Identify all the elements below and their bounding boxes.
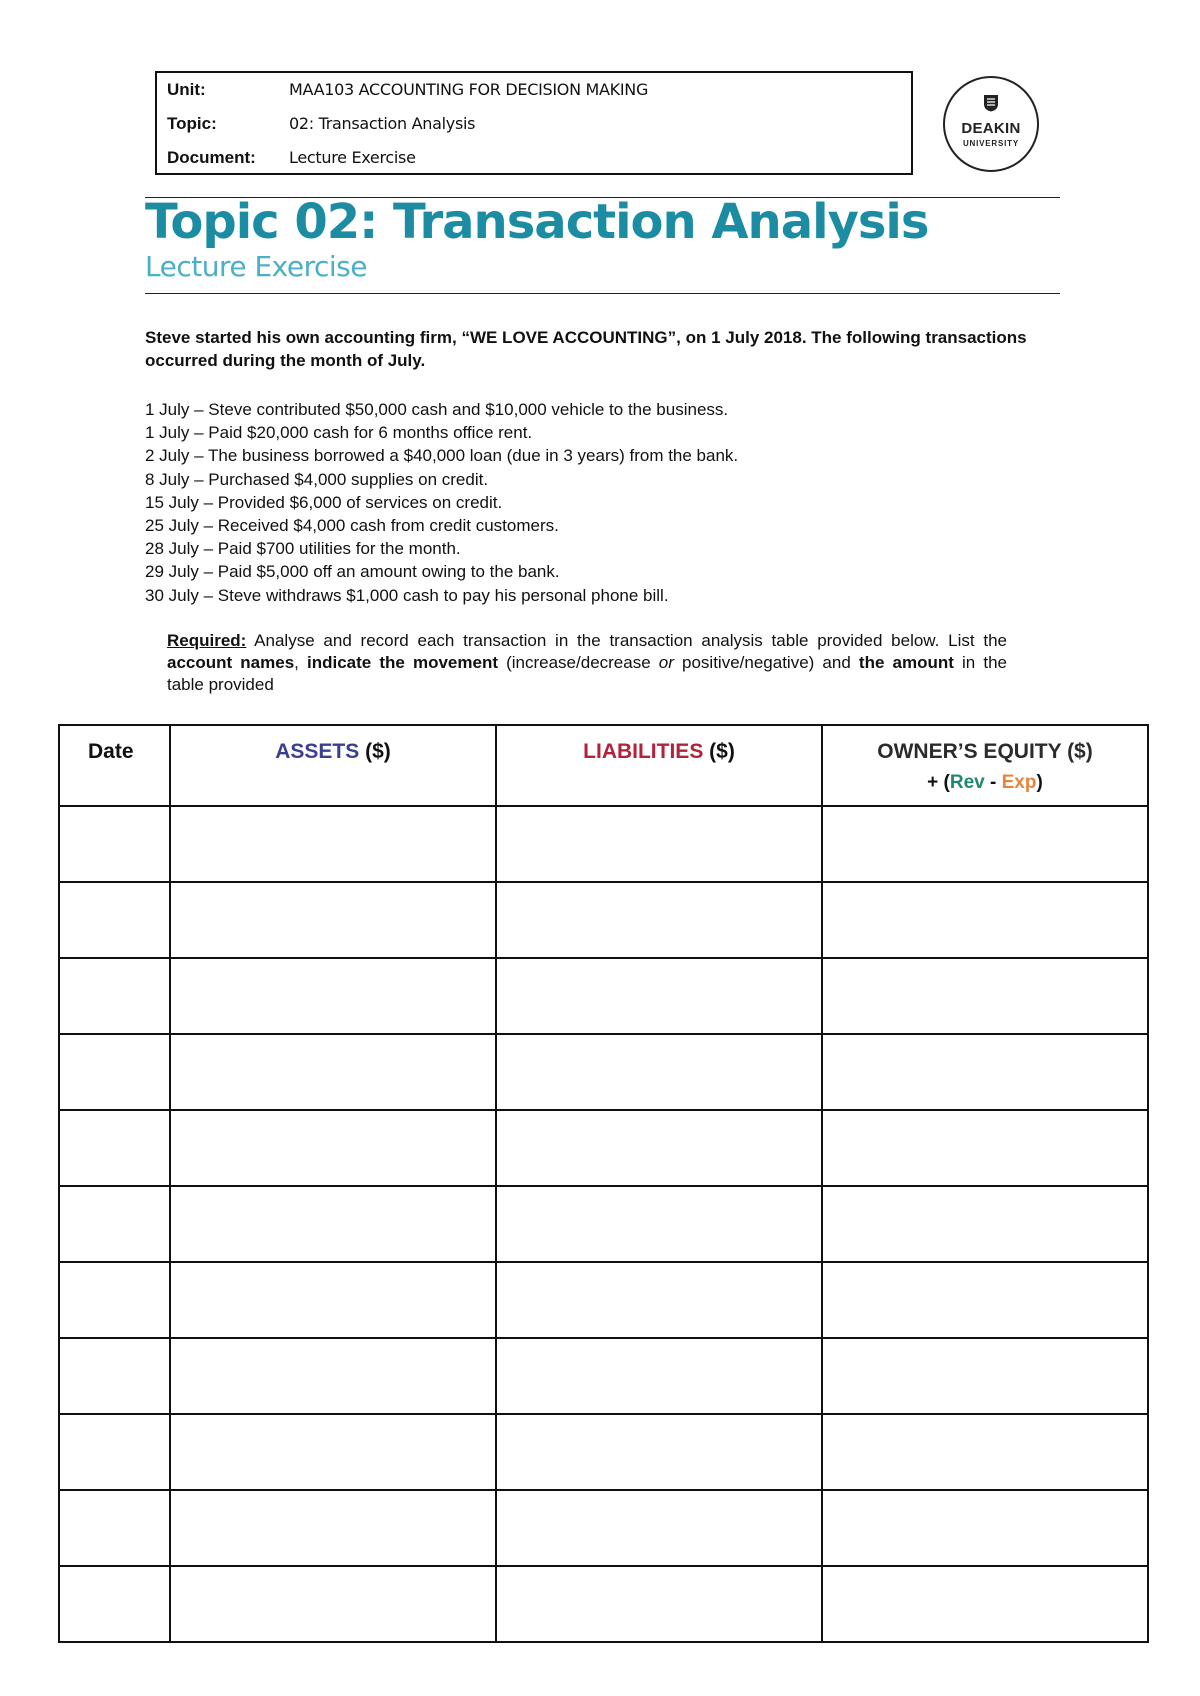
liabilities-cell[interactable] [496, 958, 822, 1034]
equity-header-label: OWNER’S EQUITY ($) [877, 740, 1093, 763]
equity-cell[interactable] [822, 1490, 1148, 1566]
transaction-item: 15 July – Provided $6,000 of services on credit. [145, 492, 503, 512]
assets-header-unit: ($) [359, 740, 391, 763]
equity-cell[interactable] [822, 958, 1148, 1034]
topic-label: Topic: [167, 114, 217, 133]
liabilities-cell[interactable] [496, 882, 822, 958]
required-bold: indicate the movement [307, 653, 498, 672]
logo-name: DEAKIN [961, 120, 1021, 137]
assets-cell[interactable] [170, 958, 496, 1034]
unit-value: MAA103 ACCOUNTING FOR DECISION MAKING [289, 80, 649, 99]
date-cell[interactable] [59, 1034, 170, 1110]
required-text: Analyse and record each transaction in the transaction analysis table provided below. List the [246, 631, 1007, 650]
table-header-row [59, 725, 1148, 806]
liabilities-cell[interactable] [496, 806, 822, 882]
equity-cell[interactable] [822, 1110, 1148, 1186]
deakin-university-logo [943, 76, 1039, 172]
required-bold: account names [167, 653, 295, 672]
equity-subheader [823, 772, 1147, 794]
topic-row [167, 114, 475, 134]
assets-cell[interactable] [170, 806, 496, 882]
table-row [59, 958, 1148, 1034]
table-row [59, 1186, 1148, 1262]
equity-plus: + ( [927, 772, 950, 793]
unit-row [167, 80, 648, 100]
assets-header [170, 725, 496, 806]
liabilities-cell[interactable] [496, 1034, 822, 1110]
equity-exp: Exp [1001, 772, 1037, 793]
date-cell[interactable] [59, 1414, 170, 1490]
topic-value: 02: Transaction Analysis [289, 114, 476, 133]
transaction-item: 2 July – The business borrowed a $40,000 loan (due in 3 years) from the bank. [145, 446, 739, 466]
liabilities-cell[interactable] [496, 1186, 822, 1262]
required-label: Required: [167, 631, 247, 650]
assets-cell[interactable] [170, 1034, 496, 1110]
document-info-box [155, 71, 913, 175]
equity-cell[interactable] [822, 882, 1148, 958]
required-text: , [294, 653, 307, 672]
equity-cell[interactable] [822, 1186, 1148, 1262]
date-cell[interactable] [59, 1566, 170, 1642]
assets-cell[interactable] [170, 1186, 496, 1262]
transaction-item: 1 July – Paid $20,000 cash for 6 months office rent. [145, 423, 533, 443]
equity-minus: - [984, 772, 1002, 793]
transaction-list [145, 398, 1065, 607]
required-text: in the table provided [167, 653, 1007, 694]
date-cell[interactable] [59, 1186, 170, 1262]
transaction-item: 8 July – Purchased $4,000 supplies on credit. [145, 469, 489, 489]
transaction-item: 28 July – Paid $700 utilities for the month. [145, 539, 461, 559]
equity-cell[interactable] [822, 806, 1148, 882]
transaction-item: 1 July – Steve contributed $50,000 cash and $10,000 vehicle to the business. [145, 400, 729, 419]
date-cell[interactable] [59, 1490, 170, 1566]
required-bold: the amount [858, 653, 954, 672]
table-row [59, 1110, 1148, 1186]
liabilities-cell[interactable] [496, 1262, 822, 1338]
liabilities-cell[interactable] [496, 1566, 822, 1642]
liabilities-cell[interactable] [496, 1338, 822, 1414]
date-header: Date [59, 725, 170, 806]
equity-cell[interactable] [822, 1262, 1148, 1338]
table-row [59, 806, 1148, 882]
table-row [59, 1490, 1148, 1566]
equity-header [822, 725, 1148, 806]
equity-cell[interactable] [822, 1566, 1148, 1642]
assets-cell[interactable] [170, 882, 496, 958]
table-row [59, 1566, 1148, 1642]
table-row [59, 1338, 1148, 1414]
liabilities-cell[interactable] [496, 1490, 822, 1566]
equity-cell[interactable] [822, 1338, 1148, 1414]
document-row [167, 148, 416, 168]
assets-cell[interactable] [170, 1110, 496, 1186]
equity-rev: Rev [949, 772, 985, 793]
date-cell[interactable] [59, 882, 170, 958]
intro-paragraph: Steve started his own accounting firm, “WE LOVE ACCOUNTING”, on 1 July 2018. The following transactions occurred during the month of July. [145, 328, 1027, 370]
transaction-item: 29 July – Paid $5,000 off an amount owing to the bank. [145, 562, 560, 582]
liabilities-cell[interactable] [496, 1414, 822, 1490]
transaction-analysis-table [58, 724, 1149, 1643]
date-cell[interactable] [59, 958, 170, 1034]
liabilities-cell[interactable] [496, 1110, 822, 1186]
crest-icon [982, 94, 1000, 112]
assets-cell[interactable] [170, 1566, 496, 1642]
table-body [59, 806, 1148, 1642]
required-italic: or [658, 653, 674, 672]
date-cell[interactable] [59, 1338, 170, 1414]
bottom-rule [145, 293, 1060, 294]
table-row [59, 1034, 1148, 1110]
logo-sub: UNIVERSITY [962, 139, 1019, 148]
document-label: Document: [167, 148, 256, 167]
assets-header-label: ASSETS [275, 740, 360, 763]
assets-cell[interactable] [170, 1490, 496, 1566]
equity-close: ) [1036, 772, 1043, 793]
required-instructions [167, 630, 1007, 696]
assets-cell[interactable] [170, 1262, 496, 1338]
table-row [59, 1414, 1148, 1490]
unit-label: Unit: [167, 80, 206, 99]
assets-cell[interactable] [170, 1414, 496, 1490]
date-cell[interactable] [59, 1262, 170, 1338]
assets-cell[interactable] [170, 1338, 496, 1414]
table-row [59, 1262, 1148, 1338]
transaction-item: 25 July – Received $4,000 cash from credit customers. [145, 516, 559, 536]
required-text: positive/negative) and [673, 653, 859, 672]
document-value: Lecture Exercise [289, 148, 416, 167]
equity-cell[interactable] [822, 1034, 1148, 1110]
liabilities-header [496, 725, 822, 806]
transaction-item: 30 July – Steve withdraws $1,000 cash to pay his personal phone bill. [145, 585, 669, 605]
liabilities-header-label: LIABILITIES [583, 740, 704, 763]
page-subtitle: Lecture Exercise [145, 250, 367, 283]
date-cell[interactable] [59, 806, 170, 882]
equity-cell[interactable] [822, 1414, 1148, 1490]
liabilities-header-unit: ($) [703, 740, 735, 763]
date-cell[interactable] [59, 1110, 170, 1186]
required-text: (increase/decrease [497, 653, 659, 672]
table-row [59, 882, 1148, 958]
page-title: Topic 02: Transaction Analysis [145, 194, 929, 250]
